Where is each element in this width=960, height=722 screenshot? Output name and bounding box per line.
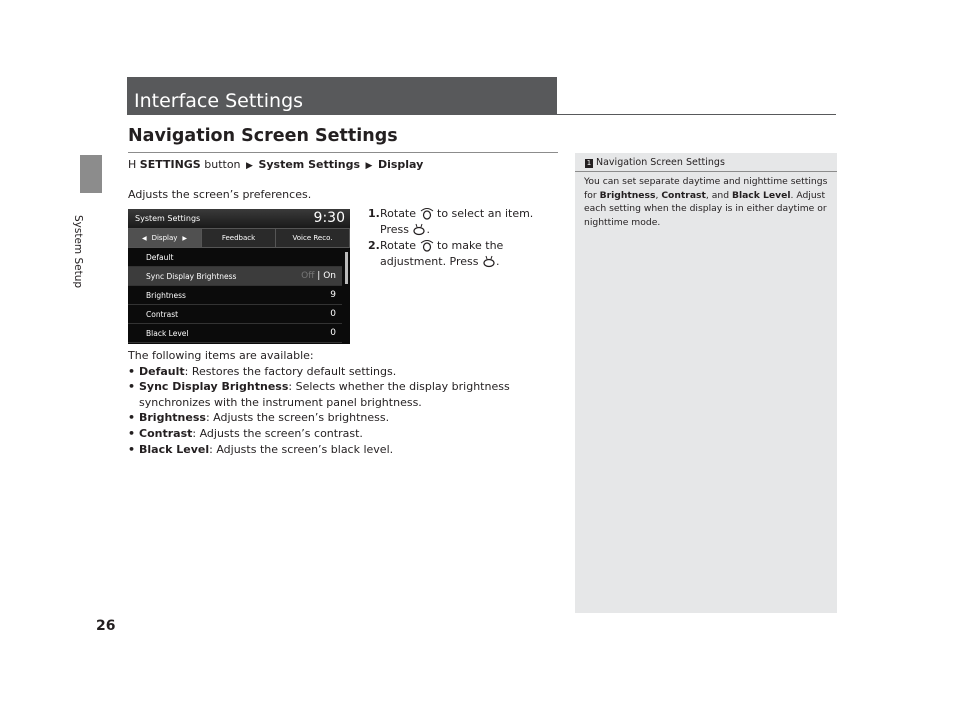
step-text: to select an item. Press [380, 207, 534, 236]
note-text: , and [705, 189, 732, 201]
item-desc: : Adjusts the screen’s brightness. [205, 411, 390, 425]
side-tab-marker [80, 155, 102, 193]
list-item-value: 0 [330, 328, 336, 338]
step-text: . [426, 222, 430, 236]
breadcrumb-button-word: button [204, 158, 241, 171]
breadcrumb [128, 158, 423, 171]
screen-tabs [128, 228, 350, 248]
list-item-value [301, 271, 336, 281]
item-term: Sync Display Brightness [139, 380, 289, 394]
step-number: 2. [368, 239, 380, 252]
arrow-right-icon: ▶ [365, 161, 373, 171]
step-text: Rotate [380, 239, 417, 252]
arrow-right-icon: ▶ [246, 161, 253, 171]
item-term: Brightness [139, 411, 206, 425]
note-marker-icon: 1 [586, 159, 592, 167]
tab-display [128, 229, 202, 247]
note-text: . Adjust each setting when the display is in either daytime or nighttime mode. [584, 189, 827, 228]
interface-dial-rotate-icon [420, 239, 434, 252]
interface-dial-press-icon [412, 223, 426, 236]
system-settings-screenshot [128, 209, 350, 344]
list-item [128, 379, 568, 410]
sidebar-label: System Setup [72, 215, 84, 289]
side-note-panel [575, 153, 837, 613]
list-item-value: 9 [330, 290, 336, 300]
item-desc: : Selects whether the display brightness synchronizes with the instrument panel brightness. [139, 380, 510, 409]
note-body [584, 175, 832, 229]
value-on: On [323, 271, 336, 281]
breadcrumb-display: Display [377, 158, 424, 171]
note-term: Black Level [731, 189, 791, 201]
step-text: . [496, 254, 500, 268]
value-separator: | [314, 271, 324, 281]
list-item [128, 248, 342, 267]
list-item [128, 286, 342, 305]
list-item-value: 0 [330, 309, 336, 319]
list-item-label: Brightness [146, 291, 186, 300]
note-term: Contrast [661, 189, 706, 201]
step-text: Rotate [380, 207, 417, 220]
screen-title: System Settings [135, 214, 201, 223]
tab-voice-reco-label: Voice Reco. [292, 234, 333, 242]
note-text: , [655, 189, 662, 201]
note-header [585, 157, 725, 168]
item-desc: : Restores the factory default settings. [184, 364, 397, 378]
list-item-label: Default [146, 253, 174, 262]
list-item-label: Black Level [146, 329, 189, 338]
list-item [128, 410, 568, 426]
items-list [128, 364, 568, 458]
available-items [128, 348, 568, 457]
item-term: Contrast [139, 426, 193, 440]
breadcrumb-system-settings: System Settings [258, 158, 361, 171]
note-title: Navigation Screen Settings [596, 157, 725, 168]
interface-dial-press-icon [482, 255, 496, 268]
list-item [128, 364, 568, 380]
step-number: 1. [368, 207, 380, 220]
note-rule [575, 171, 837, 172]
step-text: to make the adjustment. Press [380, 239, 504, 268]
tab-display-label: Display [151, 234, 178, 242]
chapter-title: Interface Settings [127, 77, 557, 115]
steps-list [368, 206, 558, 269]
list-item [128, 442, 568, 458]
scrollbar [345, 252, 348, 284]
screen-header [128, 209, 350, 228]
breadcrumb-settings: SETTINGS [139, 158, 201, 171]
section-title: Navigation Screen Settings [128, 126, 398, 146]
list-item-label: Sync Display Brightness [146, 272, 237, 281]
tab-feedback-label: Feedback [221, 234, 256, 242]
interface-dial-rotate-icon [420, 207, 434, 220]
step-item [368, 238, 558, 269]
triangle-left-icon: ◀ [141, 234, 147, 242]
item-term: Default [139, 364, 185, 378]
item-term: Black Level [139, 442, 210, 456]
value-off: Off [301, 271, 315, 281]
section-rule [128, 152, 558, 153]
list-item [128, 426, 568, 442]
intro-text: Adjusts the screen’s preferences. [128, 188, 312, 201]
chapter-rule [557, 114, 836, 115]
list-item-label: Contrast [146, 310, 179, 319]
item-desc: : Adjusts the screen’s black level. [209, 442, 394, 456]
list-item [128, 267, 342, 286]
step-item [368, 206, 558, 237]
home-icon: H [128, 158, 137, 171]
note-term: Brightness [599, 189, 656, 201]
page-number: 26 [96, 618, 116, 634]
triangle-right-icon: ▶ [182, 234, 188, 242]
item-desc: : Adjusts the screen’s contrast. [192, 426, 363, 440]
tab-feedback [202, 229, 276, 247]
tab-voice-reco [276, 229, 350, 247]
list-item [128, 305, 342, 324]
list-item [128, 324, 342, 343]
screen-clock: 9:30 [313, 210, 345, 226]
note-text: You can set separate daytime and nighttime settings for [584, 176, 828, 201]
available-intro: The following items are available: [128, 349, 314, 362]
